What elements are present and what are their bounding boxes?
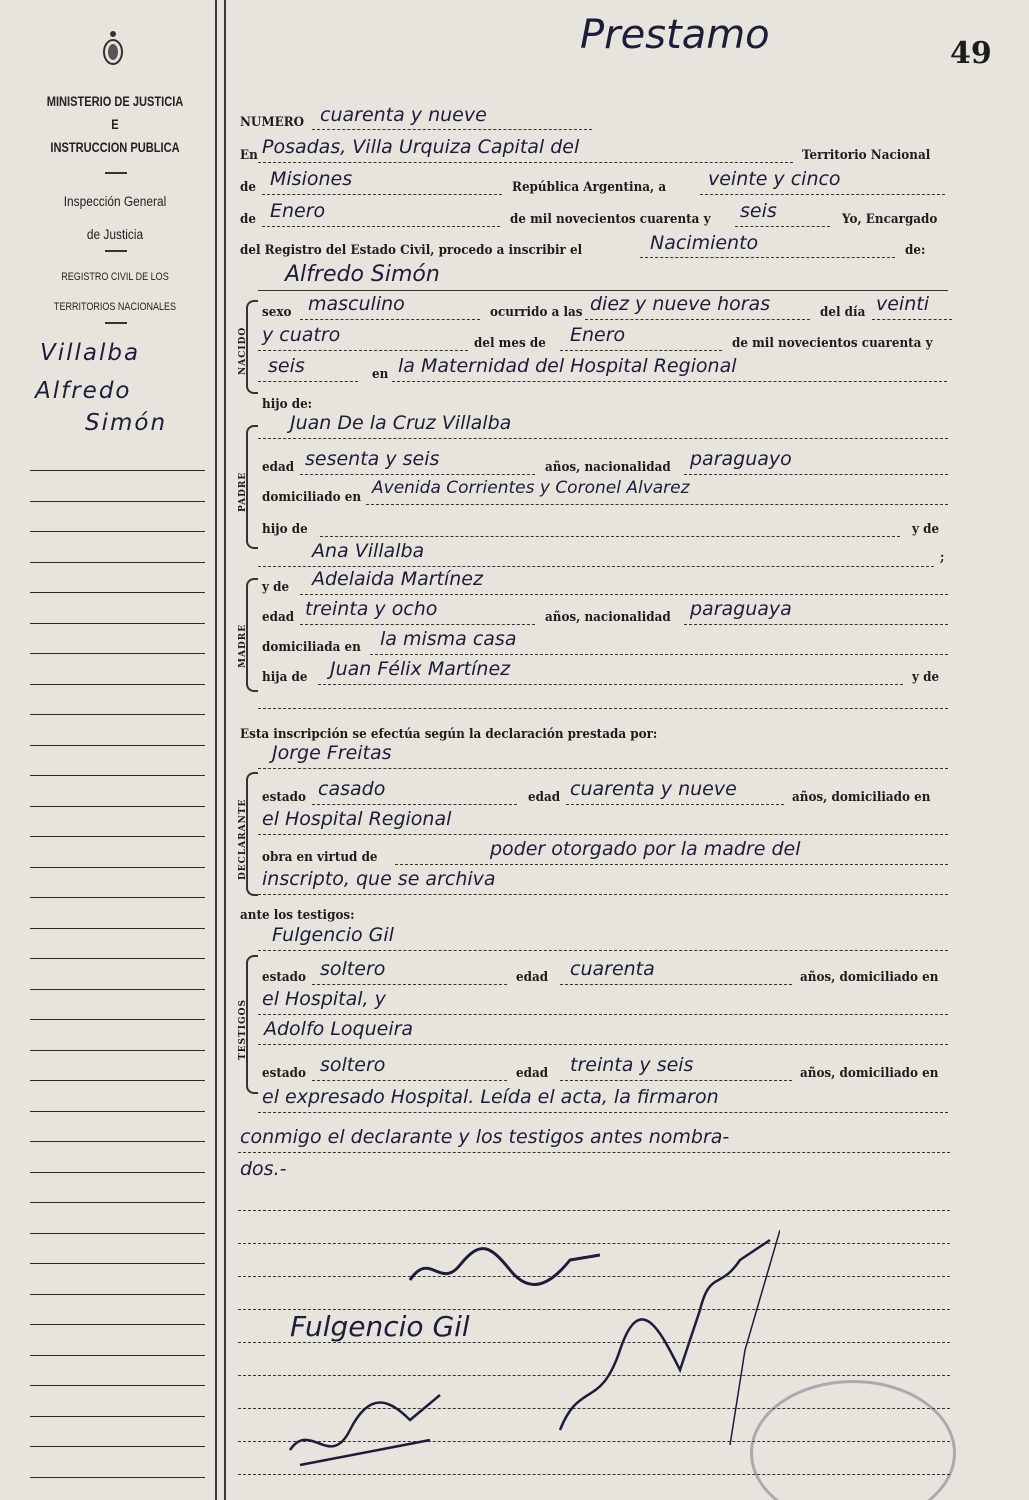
field-line (560, 350, 722, 351)
testigo2-value: Adolfo Loqueira (264, 1018, 414, 1040)
anios-dom-label: años, domiciliado en (792, 790, 931, 805)
y-de-label: y de (912, 670, 940, 685)
field-line (300, 474, 535, 475)
margin-rule-line (30, 592, 205, 593)
anio-nac-value: seis (268, 355, 305, 377)
field-line (262, 226, 500, 227)
field-line (300, 624, 535, 625)
divider (105, 322, 127, 324)
dia-nac-value-2: y cuatro (262, 324, 341, 346)
mil2-label: de mil novecientos cuarenta y (732, 336, 933, 351)
margin-rule-line (30, 1050, 205, 1051)
obra-value-2: inscripto, que se archiva (262, 868, 496, 890)
margin-rule-line (30, 1202, 205, 1203)
numero-value: cuarenta y nueve (320, 104, 487, 126)
field-line (392, 381, 947, 382)
inscripcion-label: Esta inscripción se efectúa según la declaración prestada por: (240, 727, 658, 742)
edad2-label: edad (516, 1066, 549, 1081)
margin-rule-line (30, 623, 205, 624)
estado-label: estado (262, 790, 306, 805)
margin-rule-line (30, 989, 205, 990)
field-line (735, 226, 830, 227)
anios-nac-label: años, nacionalidad (545, 610, 671, 625)
margin-rule-line (30, 1233, 205, 1234)
margin-rule-line (30, 1355, 205, 1356)
padre-label: PADRE (238, 471, 248, 512)
y-de-label: y de (912, 522, 940, 537)
page-number: 49 (950, 36, 992, 71)
margin-rule-line (30, 897, 205, 898)
field-line (258, 834, 948, 835)
field-line (566, 804, 784, 805)
margin-rule-line (30, 775, 205, 776)
margin-surname: Villalba (40, 340, 141, 366)
anios-dom-label: años, domiciliado en (800, 970, 939, 985)
lugar-value: la Maternidad del Hospital Regional (398, 355, 737, 377)
hora-value: diez y nueve horas (590, 293, 771, 315)
t2-edad-value: treinta y seis (570, 1054, 694, 1076)
decl-edad-value: cuarenta y nueve (570, 778, 737, 800)
anio-acta-value: seis (740, 200, 777, 222)
t2-estado-value: soltero (320, 1054, 386, 1076)
field-line (312, 804, 517, 805)
declarante-label: DECLARANTE (238, 798, 248, 880)
margin-rule-line (30, 714, 205, 715)
field-line (258, 438, 948, 439)
domiciliada-label: domiciliada en (262, 640, 361, 655)
nacido-label: NACIDO (238, 326, 248, 375)
field-line (258, 350, 468, 351)
margin-rule-line (30, 1385, 205, 1386)
territorio-label: Territorio Nacional (802, 148, 931, 163)
cierre-value-2: conmigo el declarante y los testigos antes nombra- (240, 1126, 730, 1148)
en-value: Posadas, Villa Urquiza Capital del (262, 136, 580, 158)
decl-estado-value: casado (318, 778, 386, 800)
semicolon: ; (940, 550, 945, 565)
inspection-heading: Inspección General de Justicia (63, 193, 167, 242)
margin-rule-line (30, 836, 205, 837)
padre-madre-value: Ana Villalba (312, 540, 425, 562)
sexo-value: masculino (308, 293, 405, 315)
registry-heading: REGISTRO CIVIL DE LOS TERRITORIOS NACIONALES (53, 271, 177, 313)
field-line (300, 594, 948, 595)
margin-rule-line (30, 1019, 205, 1020)
field-line (262, 194, 502, 195)
signature-testigo2 (280, 1380, 460, 1480)
official-stamp (750, 1380, 956, 1500)
yo-label: Yo, Encargado (842, 212, 938, 227)
field-line (312, 1080, 507, 1081)
anios-nac-label: años, nacionalidad (545, 460, 671, 475)
field-line (560, 984, 792, 985)
field-line (684, 624, 948, 625)
signature-encargado (540, 1230, 780, 1450)
field-line (585, 319, 810, 320)
margin-rule-line (30, 1111, 205, 1112)
field-line (238, 1152, 950, 1153)
field-line (640, 257, 895, 258)
field-line (370, 654, 948, 655)
margin-rule (215, 0, 217, 1500)
madre-edad-value: treinta y ocho (305, 598, 438, 620)
edad2-label: edad (528, 790, 561, 805)
margin-rule-line (30, 1477, 205, 1478)
field-line (258, 1014, 948, 1015)
margin-rule-line (30, 1446, 205, 1447)
en-label: En (240, 148, 258, 163)
margin-rule-line (30, 1080, 205, 1081)
field-line (258, 1112, 948, 1113)
margin-firstname: Alfredo (35, 378, 132, 404)
sexo-label: sexo (262, 305, 292, 320)
dia-nac-value-1: veinti (876, 293, 929, 315)
margin-rule-line (30, 745, 205, 746)
testigo1-value: Fulgencio Gil (272, 924, 394, 946)
anios-dom-label: años, domiciliado en (800, 1066, 939, 1081)
field-line (258, 894, 948, 895)
padre-nac-value: paraguayo (690, 448, 792, 470)
padre-dom-value: Avenida Corrientes y Coronel Alvarez (372, 478, 690, 498)
top-scrawl: Prestamo (580, 12, 770, 58)
edad-label: edad (262, 610, 295, 625)
madre-dom-value: la misma casa (380, 628, 517, 650)
republica-label: República Argentina, a (512, 180, 667, 195)
left-margin (0, 0, 215, 1500)
field-line (258, 1044, 948, 1045)
dia-acta-value: veinte y cinco (708, 168, 841, 190)
nombre-value: Alfredo Simón (285, 262, 440, 287)
margin-rule-line (30, 958, 205, 959)
madre-padre-value: Juan Félix Martínez (330, 658, 511, 680)
margin-rule-line (30, 653, 205, 654)
field-line (258, 381, 358, 382)
margin-rule-line (30, 562, 205, 563)
ocurrido-label: ocurrido a las (490, 305, 583, 320)
ministry-heading: MINISTERIO DE JUSTICIA E INSTRUCCION PUBLICA (46, 94, 184, 155)
hijo-label: hijo de: (262, 397, 313, 412)
field-line (700, 194, 945, 195)
field-line (318, 684, 903, 685)
del-dia-label: del día (820, 305, 866, 320)
margin-rule-line (30, 928, 205, 929)
ydem-label: y de (262, 580, 290, 595)
territorio-value: Misiones (270, 168, 353, 190)
margin-rule-line (30, 501, 205, 502)
registro-label: del Registro del Estado Civil, procedo a inscribir el (240, 243, 583, 258)
margin-rule-line (30, 1324, 205, 1325)
padre-nombre-value: Juan De la Cruz Villalba (290, 412, 512, 434)
declarante-value: Jorge Freitas (272, 742, 392, 764)
field-line (560, 1080, 792, 1081)
field-line (258, 162, 793, 163)
margin-rule-line (30, 867, 205, 868)
signature-testigo1: Fulgencio Gil (290, 1310, 470, 1343)
field-line (258, 566, 934, 567)
madre-nac-value: paraguaya (690, 598, 792, 620)
de2-label: de (240, 212, 256, 227)
decl-dom-value: el Hospital Regional (262, 808, 452, 830)
margin-rule-line (30, 1263, 205, 1264)
domiciliado-label: domiciliado en (262, 490, 362, 505)
field-line (684, 474, 948, 475)
t1-edad-value: cuarenta (570, 958, 655, 980)
margin-rule-line (30, 531, 205, 532)
t1-dom-value: el Hospital, y (262, 988, 386, 1010)
field-line (320, 536, 900, 537)
field-line (300, 319, 480, 320)
field-line (395, 864, 948, 865)
margin-rule-line (30, 806, 205, 807)
padre-edad-value: sesenta y seis (305, 448, 440, 470)
field-line (258, 290, 948, 291)
margin-rule-line (30, 1294, 205, 1295)
cierre-value-3: dos.- (240, 1158, 287, 1180)
field-line (366, 504, 948, 505)
del-mes-label: del mes de (474, 336, 546, 351)
obra-value-1: poder otorgado por la madre del (490, 838, 801, 860)
mes-acta-value: Enero (270, 200, 326, 222)
field-line (312, 129, 592, 130)
field-line (872, 319, 952, 320)
madre-label: MADRE (238, 623, 248, 668)
de-label: de (240, 180, 256, 195)
field-line (258, 708, 948, 709)
madre-nombre-value: Adelaida Martínez (312, 568, 483, 590)
divider (105, 250, 127, 252)
testigos-side-label: TESTIGOS (238, 999, 248, 1060)
margin-rule-line (30, 684, 205, 685)
margin-secondname: Simón (85, 410, 168, 436)
field-line (258, 950, 948, 951)
en2-label: en (372, 367, 389, 382)
cierre-value-1: el expresado Hospital. Leída el acta, la firmaron (262, 1086, 719, 1108)
mes-nac-value: Enero (570, 324, 626, 346)
edad2-label: edad (516, 970, 549, 985)
estado-label: estado (262, 970, 306, 985)
estado-label: estado (262, 1066, 306, 1081)
testigos-label: ante los testigos: (240, 908, 355, 923)
margin-rule (224, 0, 226, 1500)
edad-label: edad (262, 460, 295, 475)
margin-rule-line (30, 1172, 205, 1173)
mil-label: de mil novecientos cuarenta y (510, 212, 711, 227)
field-line (312, 984, 507, 985)
numero-label: NUMERO (240, 115, 305, 130)
body-rule-line (238, 1210, 950, 1211)
hija-de-label: hija de (262, 670, 308, 685)
t1-estado-value: soltero (320, 958, 386, 980)
tipo-value: Nacimiento (650, 232, 759, 254)
margin-rule-line (30, 470, 205, 471)
obra-label: obra en virtud de (262, 850, 378, 865)
divider (105, 172, 127, 174)
margin-rule-line (30, 1416, 205, 1417)
margin-rule-line (30, 1141, 205, 1142)
hijo-de-label: hijo de (262, 522, 308, 537)
coat-of-arms-icon (100, 30, 126, 70)
field-line (258, 768, 948, 769)
de3-label: de: (905, 243, 926, 258)
